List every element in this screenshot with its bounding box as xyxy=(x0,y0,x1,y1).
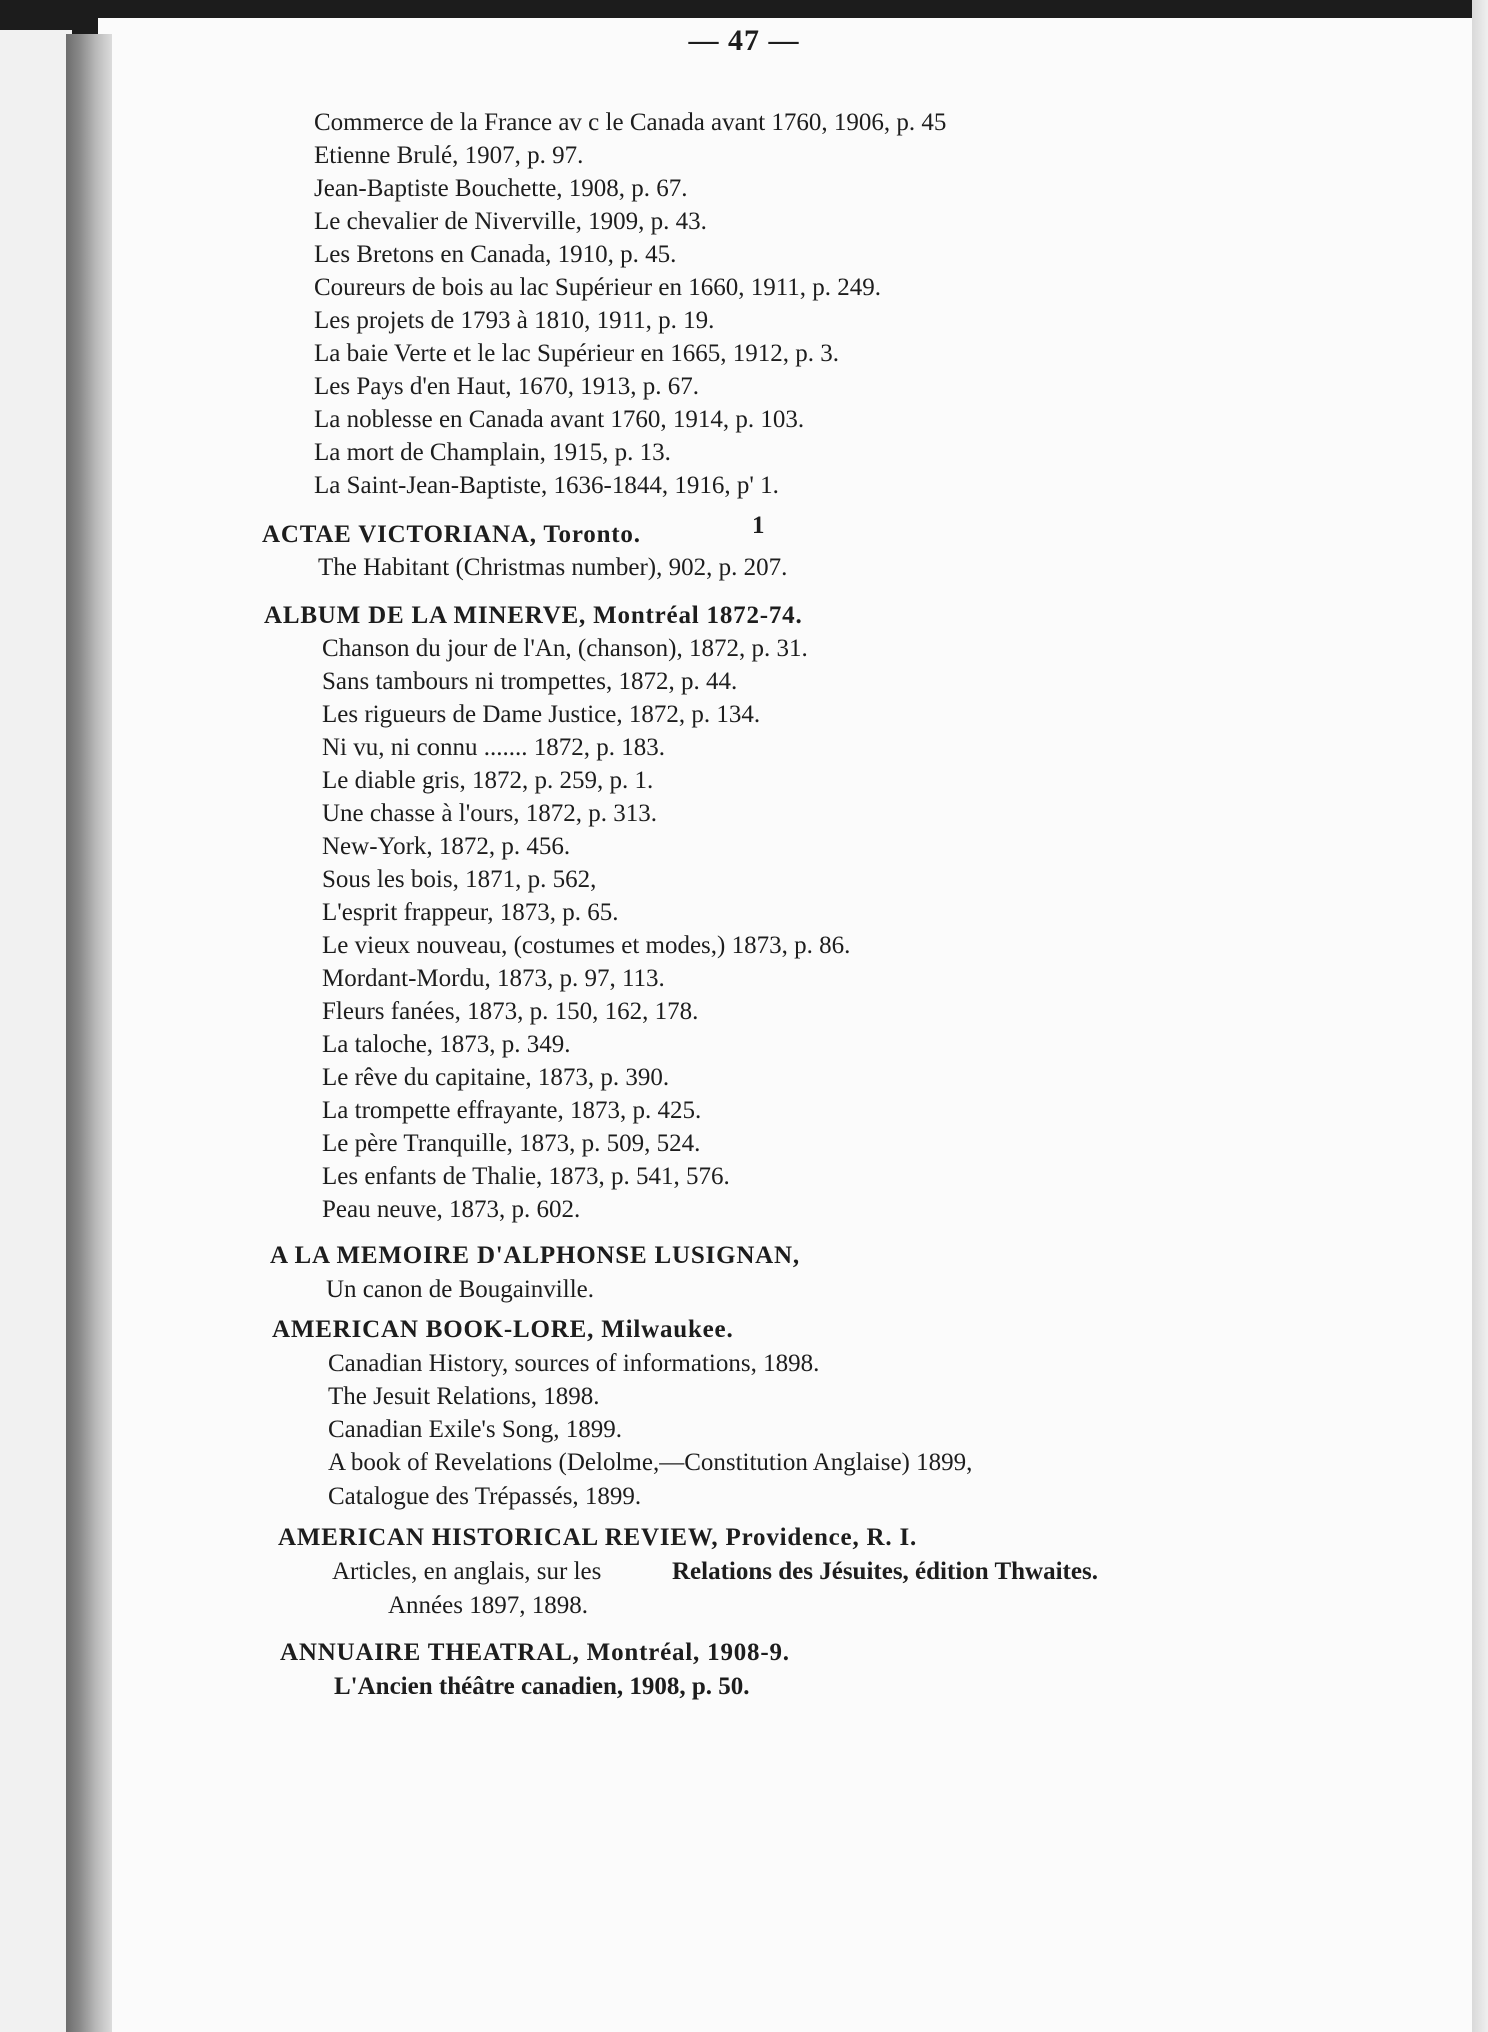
entry-line: Mordant-Mordu, 1873, p. 97, 113. xyxy=(322,965,665,992)
entry-line: Sous les bois, 1871, p. 562, xyxy=(322,866,597,893)
section-heading: ACTAE VICTORIANA, Toronto. xyxy=(262,521,641,548)
entry-line: Les projets de 1793 à 1810, 1911, p. 19. xyxy=(314,307,715,334)
entry-line: Les enfants de Thalie, 1873, p. 541, 576. xyxy=(322,1163,730,1190)
entry-line: La taloche, 1873, p. 349. xyxy=(322,1031,571,1058)
entry-line: New-York, 1872, p. 456. xyxy=(322,833,571,860)
entry-line: La trompette effrayante, 1873, p. 425. xyxy=(322,1097,702,1124)
entry-line: The Habitant (Christmas number), 902, p. 207. xyxy=(318,554,788,581)
entry-line: La noblesse en Canada avant 1760, 1914, p. 103. xyxy=(314,406,805,433)
entry-line: L'esprit frappeur, 1873, p. 65. xyxy=(322,899,619,926)
entry-line: Le chevalier de Niverville, 1909, p. 43. xyxy=(314,208,707,235)
entry-line: Catalogue des Trépassés, 1899. xyxy=(328,1483,642,1510)
entry-line: Chanson du jour de l'An, (chanson), 1872, p. 31. xyxy=(322,635,808,662)
entry-line: Les Bretons en Canada, 1910, p. 45. xyxy=(314,241,677,268)
marginal-mark: 1 xyxy=(752,512,765,539)
entry-line: Les Pays d'en Haut, 1670, 1913, p. 67. xyxy=(314,373,700,400)
entry-line: Le diable gris, 1872, p. 259, p. 1. xyxy=(322,767,654,794)
entry-line: Ni vu, ni connu ....... 1872, p. 183. xyxy=(322,734,666,761)
entry-line: La Saint-Jean-Baptiste, 1636-1844, 1916, p' 1. xyxy=(314,472,779,499)
entry-line: Le rêve du capitaine, 1873, p. 390. xyxy=(322,1064,670,1091)
entry-line: Un canon de Bougainville. xyxy=(326,1276,594,1303)
entry-line-emphasis: Relations des Jésuites, édition Thwaites. xyxy=(672,1558,1098,1585)
entry-line: Etienne Brulé, 1907, p. 97. xyxy=(314,142,584,169)
entry-line: Années 1897, 1898. xyxy=(388,1592,588,1619)
entry-line: Coureurs de bois au lac Supérieur en 1660, 1911, p. 249. xyxy=(314,274,882,301)
entry-line: Une chasse à l'ours, 1872, p. 313. xyxy=(322,800,657,827)
section-heading: AMERICAN HISTORICAL REVIEW, Providence, R. I. xyxy=(278,1524,918,1551)
entry-line: Jean-Baptiste Bouchette, 1908, p. 67. xyxy=(314,175,688,202)
entry-line: Canadian History, sources of informations, 1898. xyxy=(328,1350,820,1377)
entry-line: Canadian Exile's Song, 1899. xyxy=(328,1416,623,1443)
entry-line: La mort de Champlain, 1915, p. 13. xyxy=(314,439,671,466)
entry-line: Sans tambours ni trompettes, 1872, p. 44. xyxy=(322,668,738,695)
entry-line: La baie Verte et le lac Supérieur en 1665, 1912, p. 3. xyxy=(314,340,840,367)
page-number: — 47 — xyxy=(688,24,800,57)
section-heading: AMERICAN BOOK-LORE, Milwaukee. xyxy=(272,1316,734,1343)
entry-line: Commerce de la France av c le Canada avant 1760, 1906, p. 45 xyxy=(314,109,947,136)
section-heading: ALBUM DE LA MINERVE, Montréal 1872-74. xyxy=(264,602,803,629)
entry-line: Peau neuve, 1873, p. 602. xyxy=(322,1196,581,1223)
entry-line: A book of Revelations (Delolme,—Constitution Anglaise) 1899, xyxy=(328,1449,973,1476)
entry-line: L'Ancien théâtre canadien, 1908, p. 50. xyxy=(334,1673,750,1700)
entry-line: The Jesuit Relations, 1898. xyxy=(328,1383,600,1410)
entry-line: Les rigueurs de Dame Justice, 1872, p. 134. xyxy=(322,701,761,728)
entry-line: Articles, en anglais, sur les xyxy=(332,1558,602,1585)
entry-line: Fleurs fanées, 1873, p. 150, 162, 178. xyxy=(322,998,699,1025)
entry-line: Le vieux nouveau, (costumes et modes,) 1873, p. 86. xyxy=(322,932,851,959)
entry-line: Le père Tranquille, 1873, p. 509, 524. xyxy=(322,1130,701,1157)
section-heading: A LA MEMOIRE D'ALPHONSE LUSIGNAN, xyxy=(270,1242,800,1269)
section-heading: ANNUAIRE THEATRAL, Montréal, 1908-9. xyxy=(280,1639,790,1666)
